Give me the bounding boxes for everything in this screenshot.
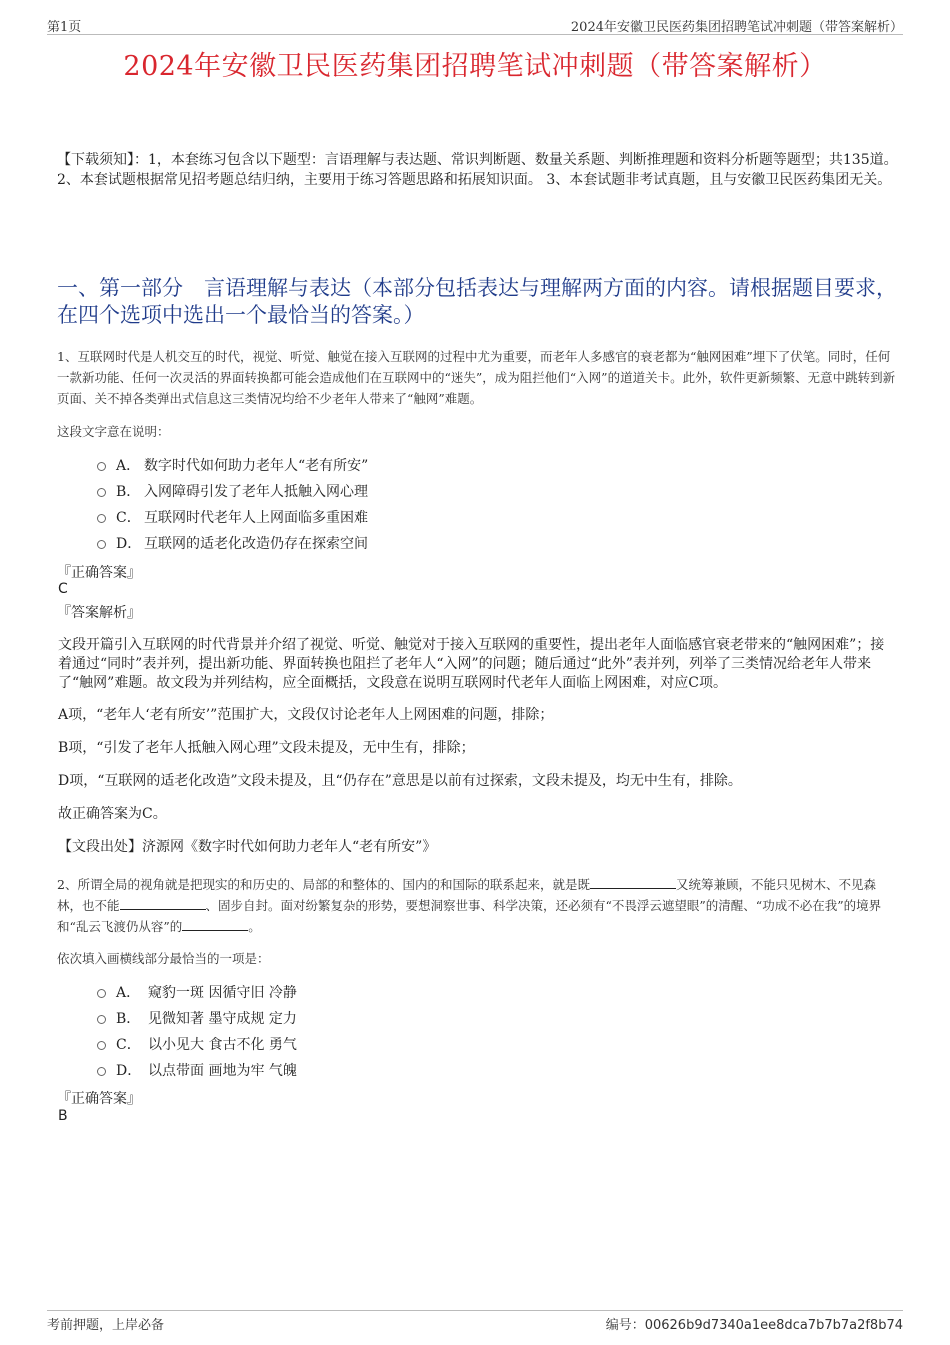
header-doc-title: 2024年安徽卫民医药集团招聘笔试冲刺题（带答案解析） [570, 20, 903, 35]
question-2-option-b[interactable]: B． 见微知著 墨守成规 定力 [97, 1006, 297, 1032]
radio-icon[interactable] [97, 462, 106, 471]
section-heading: 一、第一部分 言语理解与表达（本部分包括表达与理解两方面的内容。请根据题目要求，在四个选项中选出一个最恰当的答案。） [57, 276, 897, 327]
question-1-analysis-a: A项，“老年人‘老有所安’”范围扩大，文段仅讨论老年人上网困难的问题，排除； [58, 707, 554, 723]
question-1-option-b[interactable]: B． 入网障碍引发了老年人抵触入网心理 [97, 479, 368, 505]
question-1-text: 1、互联网时代是人机交互的时代，视觉、听觉、触觉在接入互联网的过程中尤为重要，而老年人多感官的衰老都为“触网困难”埋下了伏笔。同时，任何一款新功能、任何一次灵活的界面转换都可能会造成他们在互联网中的“迷失”，成为阻拦他们“入网”的道道关卡。此外，软件更新频繁、无意中跳转到新页面、关不掉各类弹出式信息这三类情况均给不少老年人带来了“触网”难题。 [57, 349, 896, 406]
fill-blank-2[interactable] [120, 897, 206, 910]
question-2-option-a[interactable]: A． 窥豹一斑 因循守旧 冷静 [97, 980, 297, 1006]
question-1-analysis-main: 文段开篇引入互联网的时代背景并介绍了视觉、听觉、触觉对于接入互联网的重要性，提出老年人面临感官衰老带来的“触网困难”；接着通过“同时”表并列，提出新功能、界面转换也阻拦了老年人“入网”的问题；随后通过“此外”表并列，列举了三类情况给老年人带来了“触网”难题。故文段为并列结构，应全面概括，文段意在说明互联网时代老年人面临上网困难，对应C项。 [58, 637, 885, 691]
footer-code: 编号：00626b9d7340a1ee8dca7b7b7a2f8b74 [605, 1318, 903, 1333]
radio-icon[interactable] [97, 514, 106, 523]
radio-icon[interactable] [97, 540, 106, 549]
question-2-answer: B [58, 1108, 68, 1124]
radio-icon[interactable] [97, 1067, 106, 1076]
question-2-prompt: 依次填入画横线部分最恰当的一项是： [57, 951, 270, 966]
question-1-option-c[interactable]: C． 互联网时代老年人上网面临多重困难 [97, 505, 368, 531]
radio-icon[interactable] [97, 488, 106, 497]
question-1-analysis-b: B项，“引发了老年人抵触入网心理”文段未提及，无中生有，排除； [58, 740, 475, 756]
header-divider [47, 34, 903, 35]
radio-icon[interactable] [97, 1015, 106, 1024]
fill-blank-1[interactable] [590, 876, 676, 889]
question-2-option-c[interactable]: C． 以小见大 食古不化 勇气 [97, 1032, 297, 1058]
question-2-option-d[interactable]: D． 以点带面 画地为牢 气魄 [97, 1058, 297, 1084]
footer-slogan: 考前押题，上岸必备 [47, 1318, 165, 1333]
question-2-answer-label: 『正确答案』 [57, 1091, 141, 1107]
question-1-analysis-conclusion: 故正确答案为C。 [58, 806, 167, 822]
question-2-options [97, 980, 297, 1084]
fill-blank-3[interactable] [182, 918, 248, 931]
question-1-analysis-d: D项，“互联网的适老化改造”文段未提及，且“仍存在”意思是以前有过探索，文段未提及，均无中生有，排除。 [58, 773, 742, 789]
radio-icon[interactable] [97, 989, 106, 998]
question-1-option-d[interactable]: D． 互联网的适老化改造仍存在探索空间 [97, 531, 368, 557]
header-page-number: 第1页 [47, 20, 82, 35]
question-1-answer: C [58, 581, 68, 597]
question-1-options [97, 453, 368, 557]
question-2-text: 2、所谓全局的视角就是把现实的和历史的、局部的和整体的、国内的和国际的联系起来，就是既 又统筹兼顾，不能只见树木、不见森林，也不能 、固步自封。面对纷繁复杂的形势，要想洞察世事、科学决策，还必须有“不畏浮云遮望眼”的清醒、“功成不必在我”的境界和“乱云飞渡仍从容”的 。 [57, 877, 882, 934]
question-1-analysis-label: 『答案解析』 [57, 605, 141, 621]
question-1-option-a[interactable]: A． 数字时代如何助力老年人“老有所安” [97, 453, 368, 479]
radio-icon[interactable] [97, 1041, 106, 1050]
page-title: 2024年安徽卫民医药集团招聘笔试冲刺题（带答案解析） [123, 51, 827, 82]
question-1-answer-label: 『正确答案』 [57, 565, 141, 581]
question-1-prompt: 这段文字意在说明： [57, 424, 170, 439]
download-notice: 【下载须知】：1，本套练习包含以下题型：言语理解与表达题、常识判断题、数量关系题、判断推理题和资料分析题等题型；共135道。 2、本套试题根据常见招考题总结归纳，主要用于练习答题思路和拓展知识面。 3、本套试题非考试真题，且与安徽卫民医药集团无关。 [57, 152, 898, 188]
footer-divider [47, 1310, 903, 1311]
question-1-source: 【文段出处】济源网《数字时代如何助力老年人“老有所安”》 [58, 839, 437, 855]
